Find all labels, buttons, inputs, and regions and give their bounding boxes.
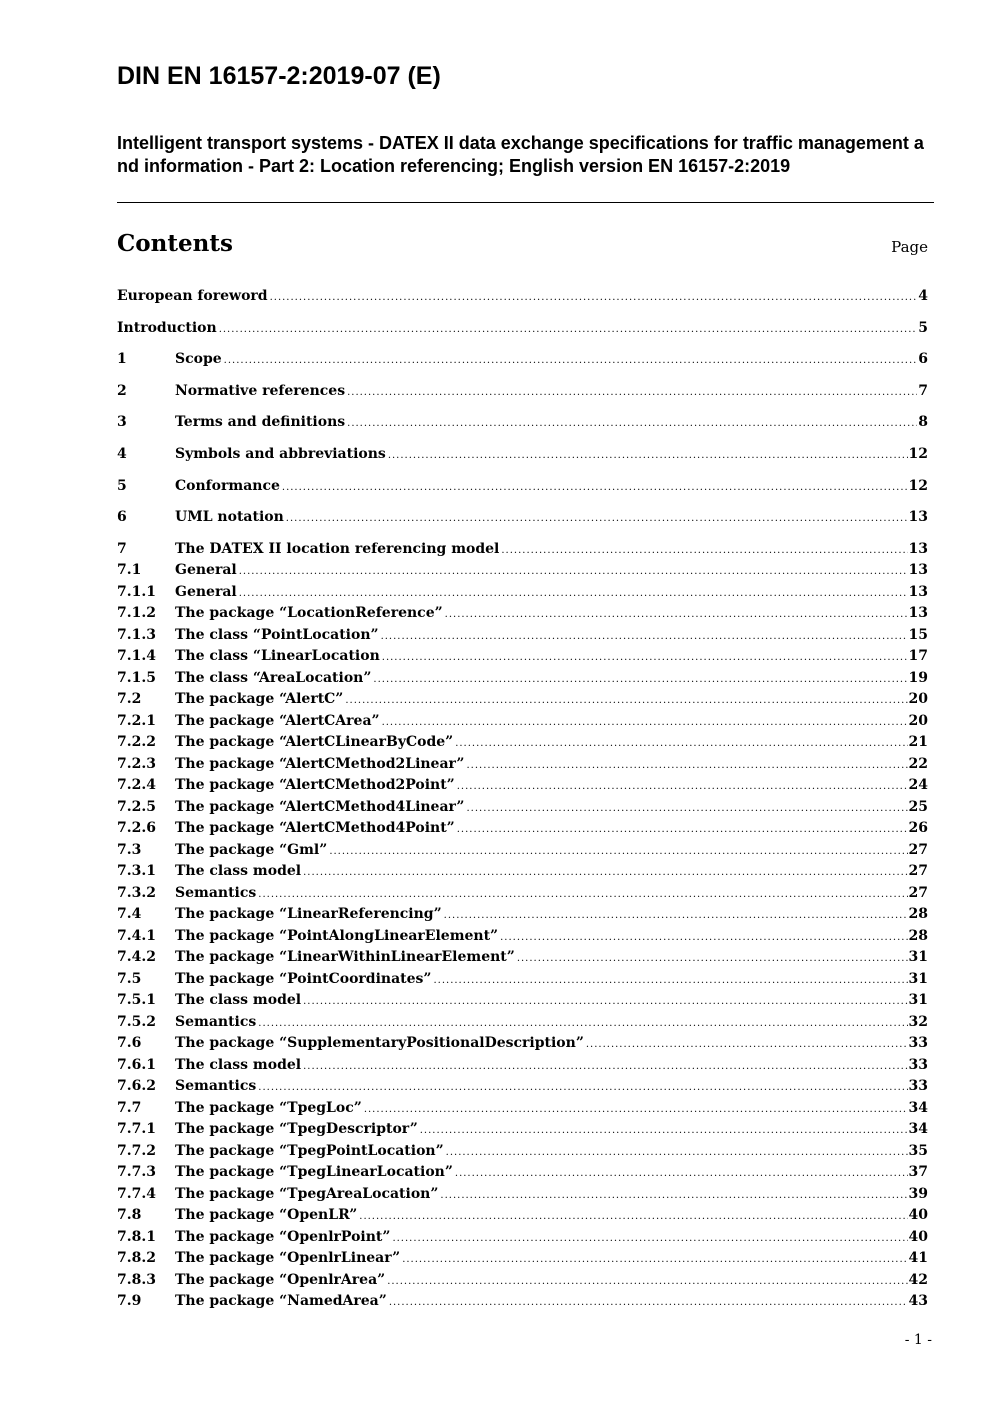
toc-entry-title: The class model	[175, 863, 302, 879]
toc-dot-leader	[586, 1035, 908, 1055]
toc-entry-title: Semantics	[175, 1078, 257, 1094]
toc-entry-number: 4	[117, 446, 127, 462]
toc-entry-page: 33	[908, 1035, 928, 1051]
toc-entry-title: General	[175, 584, 237, 600]
toc-entry[interactable]	[117, 286, 928, 306]
toc-entry-page: 20	[908, 691, 928, 707]
toc-entry-title: The package “AlertCMethod4Linear”	[175, 799, 465, 815]
toc-entry-number: 7.1	[117, 562, 142, 578]
toc-dot-leader	[219, 320, 918, 340]
toc-entry-page: 27	[908, 842, 928, 858]
toc-entry-number: 7.6.2	[117, 1078, 156, 1094]
toc-entry-title: The package “LinearReferencing”	[175, 906, 442, 922]
toc-entry-page: 27	[908, 863, 928, 879]
toc-entry-page: 13	[908, 605, 928, 621]
toc-entry[interactable]	[117, 1162, 928, 1182]
toc-entry[interactable]	[117, 1184, 928, 1204]
document-title: Intelligent transport systems - DATEX II data exchange specifications for traffic management and information - Part 2: Location referencing; English version EN 16157-2:2019	[117, 133, 924, 176]
toc-entry-number: 7.7.3	[117, 1164, 156, 1180]
toc-entry[interactable]	[117, 1033, 928, 1053]
toc-dot-leader	[444, 906, 908, 926]
page-number: - 1 -	[904, 1332, 932, 1348]
toc-entry-number: 7.1.1	[117, 584, 156, 600]
toc-entry-page: 21	[908, 734, 928, 750]
toc-dot-leader	[303, 992, 907, 1012]
toc-entry-title: Semantics	[175, 1014, 257, 1030]
toc-entry[interactable]	[117, 349, 928, 369]
toc-entry-title: Symbols and abbreviations	[175, 446, 386, 462]
toc-entry-number: 7.2	[117, 691, 142, 707]
toc-dot-leader	[446, 1143, 908, 1163]
toc-entry-number: 7.8.1	[117, 1229, 156, 1245]
toc-entry-number: 7.5.1	[117, 992, 156, 1008]
toc-dot-leader	[347, 414, 917, 434]
toc-entry[interactable]	[117, 668, 928, 688]
toc-entry-page: 32	[908, 1014, 928, 1030]
toc-entry-title: Scope	[175, 351, 222, 367]
toc-entry-number: 7.3.1	[117, 863, 156, 879]
toc-entry-number: 7.1.4	[117, 648, 156, 664]
toc-entry[interactable]	[117, 754, 928, 774]
toc-dot-leader	[392, 1229, 907, 1249]
toc-dot-leader	[347, 383, 917, 403]
toc-entry[interactable]	[117, 412, 928, 432]
toc-entry-page: 6	[918, 351, 928, 367]
toc-entry-number: 2	[117, 383, 127, 399]
toc-entry-page: 35	[908, 1143, 928, 1159]
toc-entry[interactable]	[117, 969, 928, 989]
toc-entry-number: 7.2.4	[117, 777, 156, 793]
toc-entry-number: 7.2.2	[117, 734, 156, 750]
toc-entry-page: 13	[908, 509, 928, 525]
toc-entry[interactable]	[117, 582, 928, 602]
toc-entry-title: The class “AreaLocation”	[175, 670, 372, 686]
toc-entry-page: 34	[908, 1121, 928, 1137]
toc-entry-page: 43	[908, 1293, 928, 1309]
toc-entry-page: 17	[908, 648, 928, 664]
toc-dot-leader	[239, 562, 908, 582]
toc-dot-leader	[388, 446, 908, 466]
toc-dot-leader	[402, 1250, 907, 1270]
toc-entry-title: The package “PointCoordinates”	[175, 971, 432, 987]
toc-entry-page: 5	[918, 320, 928, 336]
toc-entry-title: The package “OpenlrArea”	[175, 1272, 386, 1288]
toc-entry[interactable]	[117, 926, 928, 946]
toc-entry[interactable]	[117, 476, 928, 496]
toc-entry[interactable]	[117, 947, 928, 967]
toc-entry-title: European foreword	[117, 288, 268, 304]
toc-entry-page: 28	[908, 928, 928, 944]
toc-entry-title: The package “SupplementaryPositionalDescription”	[175, 1035, 584, 1051]
toc-entry[interactable]	[117, 381, 928, 401]
toc-entry-page: 33	[908, 1078, 928, 1094]
toc-entry[interactable]	[117, 625, 928, 645]
toc-entry-title: The package “PointAlongLinearElement”	[175, 928, 499, 944]
toc-entry-number: 7.2.5	[117, 799, 156, 815]
toc-dot-leader	[381, 627, 908, 647]
toc-dot-leader	[457, 777, 908, 797]
toc-dot-leader	[440, 1186, 907, 1206]
toc-dot-leader	[286, 509, 908, 529]
toc-entry-page: 37	[908, 1164, 928, 1180]
toc-dot-leader	[303, 1057, 907, 1077]
toc-entry-number: 7.3	[117, 842, 142, 858]
toc-dot-leader	[364, 1100, 908, 1120]
toc-entry[interactable]	[117, 840, 928, 860]
toc-entry[interactable]	[117, 1205, 928, 1225]
toc-entry-title: The class “LinearLocation	[175, 648, 380, 664]
toc-entry-number: 7.8	[117, 1207, 142, 1223]
toc-dot-leader	[303, 863, 907, 883]
toc-dot-leader	[258, 885, 907, 905]
toc-entry[interactable]	[117, 1076, 928, 1096]
toc-entry-title: The package “OpenLR”	[175, 1207, 358, 1223]
toc-entry-page: 8	[918, 414, 928, 430]
toc-dot-leader	[373, 670, 907, 690]
toc-entry[interactable]	[117, 990, 928, 1010]
toc-dot-leader	[455, 1164, 908, 1184]
toc-entry-title: Introduction	[117, 320, 217, 336]
page-column-label: Page	[891, 238, 928, 256]
toc-entry-number: 7	[117, 541, 127, 557]
toc-entry-page: 41	[908, 1250, 928, 1266]
toc-entry-page: 13	[908, 584, 928, 600]
toc-entry-page: 31	[908, 949, 928, 965]
toc-entry-number: 7.5	[117, 971, 142, 987]
toc-entry-page: 42	[908, 1272, 928, 1288]
toc-dot-leader	[433, 971, 907, 991]
toc-entry[interactable]	[117, 1248, 928, 1268]
toc-entry-page: 34	[908, 1100, 928, 1116]
toc-entry[interactable]	[117, 318, 928, 338]
toc-entry-title: Terms and definitions	[175, 414, 346, 430]
toc-entry-number: 7.3.2	[117, 885, 156, 901]
toc-entry-number: 7.7.4	[117, 1186, 156, 1202]
toc-dot-leader	[270, 288, 918, 308]
toc-entry-title: The package “OpenlrPoint”	[175, 1229, 391, 1245]
toc-entry-number: 7.1.2	[117, 605, 156, 621]
contents-heading: Contents	[117, 230, 233, 257]
toc-dot-leader	[457, 820, 908, 840]
toc-entry-number: 7.4.1	[117, 928, 156, 944]
toc-dot-leader	[445, 605, 908, 625]
toc-entry-number: 7.8.2	[117, 1250, 156, 1266]
toc-dot-leader	[224, 351, 918, 371]
toc-entry-number: 3	[117, 414, 127, 430]
toc-entry-number: 7.4	[117, 906, 142, 922]
toc-entry[interactable]	[117, 904, 928, 924]
toc-entry-title: The package “LinearWithinLinearElement”	[175, 949, 515, 965]
toc-entry-title: The package “TpegAreaLocation”	[175, 1186, 439, 1202]
toc-dot-leader	[466, 756, 907, 776]
toc-dot-leader	[258, 1014, 907, 1034]
toc-entry-page: 20	[908, 713, 928, 729]
toc-entry-title: The package “Gml”	[175, 842, 328, 858]
toc-dot-leader	[387, 1272, 907, 1292]
toc-dot-leader	[359, 1207, 907, 1227]
toc-entry-number: 7.7.2	[117, 1143, 156, 1159]
toc-entry-number: 7.4.2	[117, 949, 156, 965]
toc-entry-page: 13	[908, 541, 928, 557]
toc-entry-title: The package “AlertCMethod2Point”	[175, 777, 455, 793]
toc-entry-number: 7.2.6	[117, 820, 156, 836]
toc-entry-title: The class “PointLocation”	[175, 627, 379, 643]
toc-entry[interactable]	[117, 560, 928, 580]
toc-dot-leader	[389, 1293, 908, 1313]
toc-entry-page: 19	[908, 670, 928, 686]
toc-entry-page: 7	[918, 383, 928, 399]
document-id: DIN EN 16157-2:2019-07 (E)	[117, 62, 441, 90]
toc-entry-page: 33	[908, 1057, 928, 1073]
toc-entry[interactable]	[117, 1227, 928, 1247]
toc-entry-title: The package “LocationReference”	[175, 605, 443, 621]
toc-entry-number: 7.8.3	[117, 1272, 156, 1288]
toc-entry[interactable]	[117, 646, 928, 666]
toc-entry[interactable]	[117, 883, 928, 903]
toc-entry[interactable]	[117, 797, 928, 817]
toc-entry[interactable]	[117, 861, 928, 881]
toc-entry-title: The DATEX II location referencing model	[175, 541, 500, 557]
toc-entry-number: 6	[117, 509, 127, 525]
toc-entry-page: 12	[908, 446, 928, 462]
toc-entry[interactable]	[117, 539, 928, 559]
toc-entry[interactable]	[117, 1141, 928, 1161]
toc-dot-leader	[282, 478, 908, 498]
toc-entry[interactable]	[117, 711, 928, 731]
toc-entry-page: 31	[908, 971, 928, 987]
toc-dot-leader	[258, 1078, 907, 1098]
toc-entry-page: 12	[908, 478, 928, 494]
toc-entry-number: 7.7	[117, 1100, 142, 1116]
toc-entry-title: The package “TpegDescriptor”	[175, 1121, 418, 1137]
toc-dot-leader	[501, 541, 907, 561]
toc-entry-title: The package “OpenlrLinear”	[175, 1250, 401, 1266]
toc-entry-title: The package “AlertCMethod2Linear”	[175, 756, 465, 772]
toc-entry[interactable]	[117, 507, 928, 527]
toc-entry-number: 7.2.3	[117, 756, 156, 772]
toc-entry[interactable]	[117, 1119, 928, 1139]
toc-entry-title: General	[175, 562, 237, 578]
toc-entry-number: 7.2.1	[117, 713, 156, 729]
toc-entry-number: 7.5.2	[117, 1014, 156, 1030]
toc-entry-title: The package “NamedArea”	[175, 1293, 387, 1309]
toc-entry-page: 25	[908, 799, 928, 815]
toc-dot-leader	[239, 584, 908, 604]
toc-dot-leader	[500, 928, 907, 948]
toc-entry-page: 40	[908, 1229, 928, 1245]
toc-entry-title: Conformance	[175, 478, 280, 494]
toc-dot-leader	[382, 713, 908, 733]
toc-entry-page: 15	[908, 627, 928, 643]
toc-entry-title: The package “AlertCArea”	[175, 713, 380, 729]
toc-entry[interactable]	[117, 1098, 928, 1118]
toc-entry-page: 40	[908, 1207, 928, 1223]
toc-entry[interactable]	[117, 444, 928, 464]
toc-entry-title: The package “AlertCLinearByCode”	[175, 734, 454, 750]
toc-entry-page: 24	[908, 777, 928, 793]
toc-entry-page: 39	[908, 1186, 928, 1202]
toc-entry-title: Semantics	[175, 885, 257, 901]
toc-entry-title: The package “TpegPointLocation”	[175, 1143, 444, 1159]
toc-dot-leader	[329, 842, 907, 862]
toc-entry-number: 7.1.3	[117, 627, 156, 643]
toc-entry-page: 13	[908, 562, 928, 578]
title-divider	[117, 202, 934, 203]
toc-entry-number: 7.9	[117, 1293, 142, 1309]
toc-entry-number: 7.7.1	[117, 1121, 156, 1137]
toc-entry[interactable]	[117, 1012, 928, 1032]
toc-entry[interactable]	[117, 1291, 928, 1311]
toc-entry-number: 1	[117, 351, 127, 367]
toc-entry-title: The package “TpegLinearLocation”	[175, 1164, 453, 1180]
toc-dot-leader	[517, 949, 908, 969]
toc-entry-number: 7.6	[117, 1035, 142, 1051]
toc-entry-page: 31	[908, 992, 928, 1008]
toc-entry-number: 7.1.5	[117, 670, 156, 686]
toc-dot-leader	[455, 734, 907, 754]
toc-entry-number: 5	[117, 478, 127, 494]
toc-entry[interactable]	[117, 1055, 928, 1075]
toc-entry-page: 26	[908, 820, 928, 836]
toc-entry-page: 27	[908, 885, 928, 901]
toc-dot-leader	[345, 691, 907, 711]
toc-entry-title: The class model	[175, 1057, 302, 1073]
toc-entry[interactable]	[117, 775, 928, 795]
toc-entry-title: UML notation	[175, 509, 284, 525]
toc-entry-page: 22	[908, 756, 928, 772]
toc-entry[interactable]	[117, 732, 928, 752]
toc-entry[interactable]	[117, 603, 928, 623]
toc-entry-number: 7.6.1	[117, 1057, 156, 1073]
toc-entry-title: The package “AlertCMethod4Point”	[175, 820, 455, 836]
toc-entry-title: Normative references	[175, 383, 346, 399]
toc-entry-title: The package “TpegLoc”	[175, 1100, 362, 1116]
toc-dot-leader	[466, 799, 907, 819]
toc-entry-page: 28	[908, 906, 928, 922]
toc-entry-title: The package “AlertC”	[175, 691, 344, 707]
toc-entry-title: The class model	[175, 992, 302, 1008]
toc-entry[interactable]	[117, 818, 928, 838]
toc-entry-page: 4	[918, 288, 928, 304]
toc-entry[interactable]	[117, 689, 928, 709]
toc-dot-leader	[420, 1121, 908, 1141]
toc-dot-leader	[382, 648, 908, 668]
toc-entry[interactable]	[117, 1270, 928, 1290]
